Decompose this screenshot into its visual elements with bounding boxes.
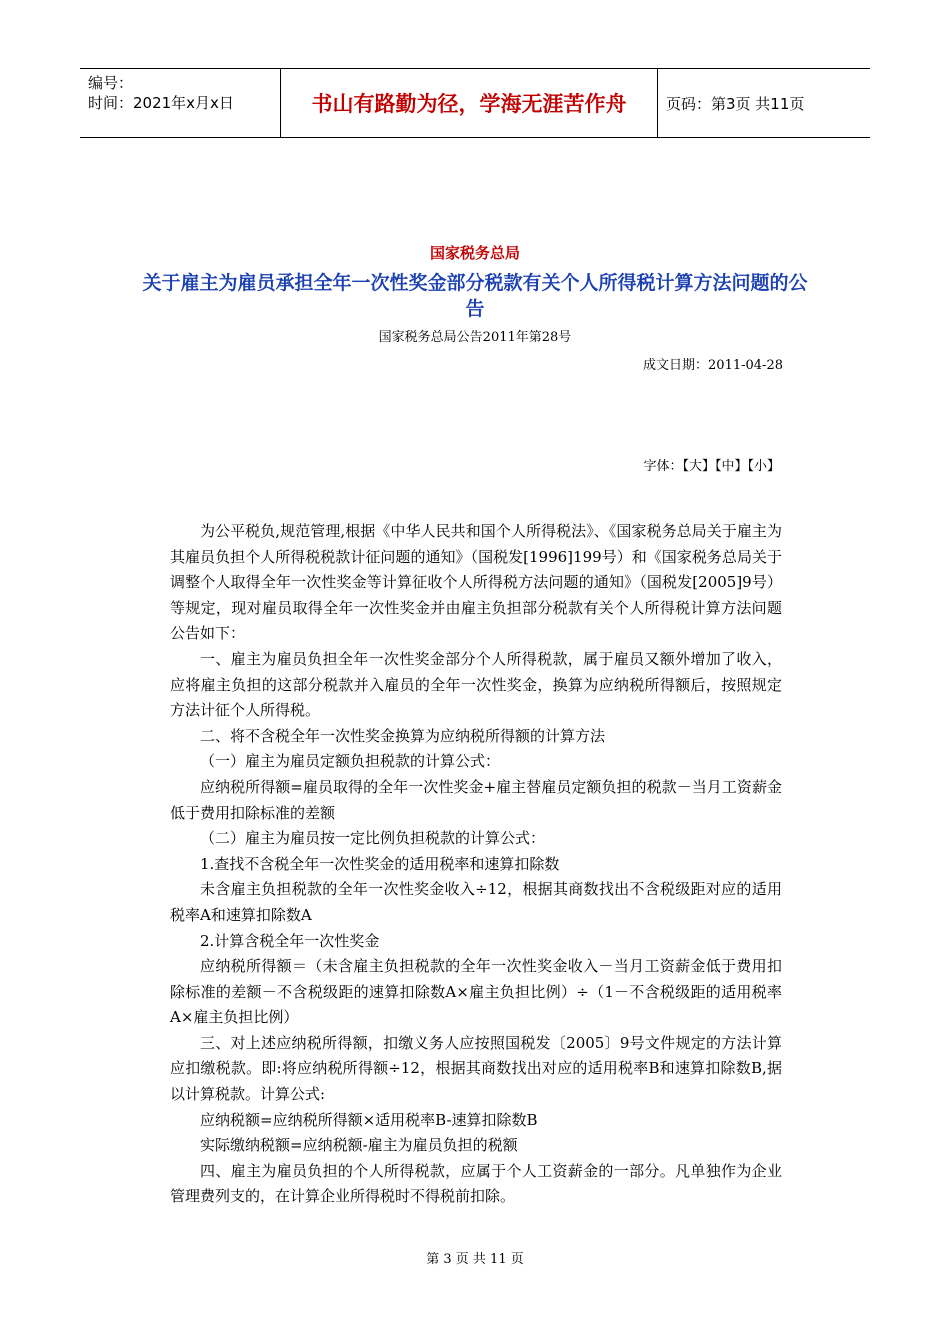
header-motto: 书山有路勤为径，学海无涯苦作舟	[280, 69, 658, 137]
header-page-info: 页码：第3页 共11页	[666, 94, 805, 113]
font-medium-link[interactable]: 【中】	[714, 459, 748, 474]
paragraph: （二）雇主为雇员按一定比例负担税款的计算公式：	[200, 829, 546, 848]
paragraph: 应纳税所得额＝（未含雇主负担税款的全年一次性奖金收入－当月工资薪金低于费用扣除标准的差额－不含税级距的速算扣除数A×雇主负担比例）÷（1－不含税级距的适用税率A×雇主负担比例）	[170, 957, 782, 1027]
font-size-label: 字体：	[643, 459, 683, 474]
number-label: 编号：	[88, 74, 134, 92]
header-left-cell	[80, 69, 280, 137]
document-number: 国家税务总局公告2011年第28号	[378, 330, 572, 345]
font-size-selector	[643, 455, 780, 474]
paragraph: 四、雇主为雇员负担的个人所得税款，应属于个人工资薪金的一部分。凡单独作为企业管理费列支的，在计算企业所得税时不得税前扣除。	[170, 1161, 782, 1206]
paragraph: 1.查找不含税全年一次性奖金的适用税率和速算扣除数	[200, 854, 560, 873]
document-date: 成文日期：2011-04-28	[643, 358, 783, 373]
page-footer: 第 3 页 共 11 页	[426, 1252, 524, 1267]
page-header	[80, 68, 870, 138]
font-large-link[interactable]: 【大】	[682, 459, 715, 474]
paragraph: 未含雇主负担税款的全年一次性奖金收入÷12，根据其商数找出不含税级距对应的适用税率A和速算扣除数A	[170, 880, 782, 924]
document-body	[170, 519, 782, 1210]
font-small-link[interactable]: 【小】	[747, 459, 780, 474]
paragraph: 应纳税额=应纳税所得额×适用税率B-速算扣除数B	[200, 1110, 538, 1129]
time-label: 时间：2021年x月x日	[88, 94, 234, 112]
paragraph: 2.计算含税全年一次性奖金	[200, 931, 380, 950]
paragraph: 三、对上述应纳税所得额，扣缴义务人应按照国税发〔2005〕9号文件规定的方法计算应扣缴税款。即:将应纳税所得额÷12，根据其商数找出对应的适用税率B和速算扣除数B,据以计算税款。计算公式:	[170, 1033, 782, 1104]
paragraph: （一）雇主为雇员定额负担税款的计算公式：	[200, 752, 501, 771]
paragraph: 二、将不含税全年一次性奖金换算为应纳税所得额的计算方法	[200, 726, 606, 745]
paragraph: 一、雇主为雇员负担全年一次性奖金部分个人所得税款，属于雇员又额外增加了收入，应将雇主负担的这部分税款并入雇员的全年一次性奖金，换算为应纳税所得额后，按照规定方法计征个人所得税。	[170, 649, 782, 720]
agency-name: 国家税务总局	[429, 244, 520, 262]
document-title: 关于雇主为雇员承担全年一次性奖金部分税款有关个人所得税计算方法问题的公告	[142, 272, 808, 320]
paragraph: 实际缴纳税额=应纳税额-雇主为雇员负担的税额	[200, 1136, 518, 1155]
paragraph: 应纳税所得额=雇员取得的全年一次性奖金+雇主替雇员定额负担的税款－当月工资薪金低于费用扣除标准的差额	[170, 777, 783, 822]
paragraph: 为公平税负,规范管理,根据《中华人民共和国个人所得税法》、《国家税务总局关于雇主为其雇员负担个人所得税税款计征问题的通知》（国税发[1996]199号）和《国家税务总局关于调整个人取得全年一次性奖金等计算征收个人所得税方法问题的通知》（国税发[2005]9号）等规定，现对雇员取得全年一次性奖金并由雇主负担部分税款有关个人所得税计算方法问题公告如下：	[170, 522, 782, 643]
